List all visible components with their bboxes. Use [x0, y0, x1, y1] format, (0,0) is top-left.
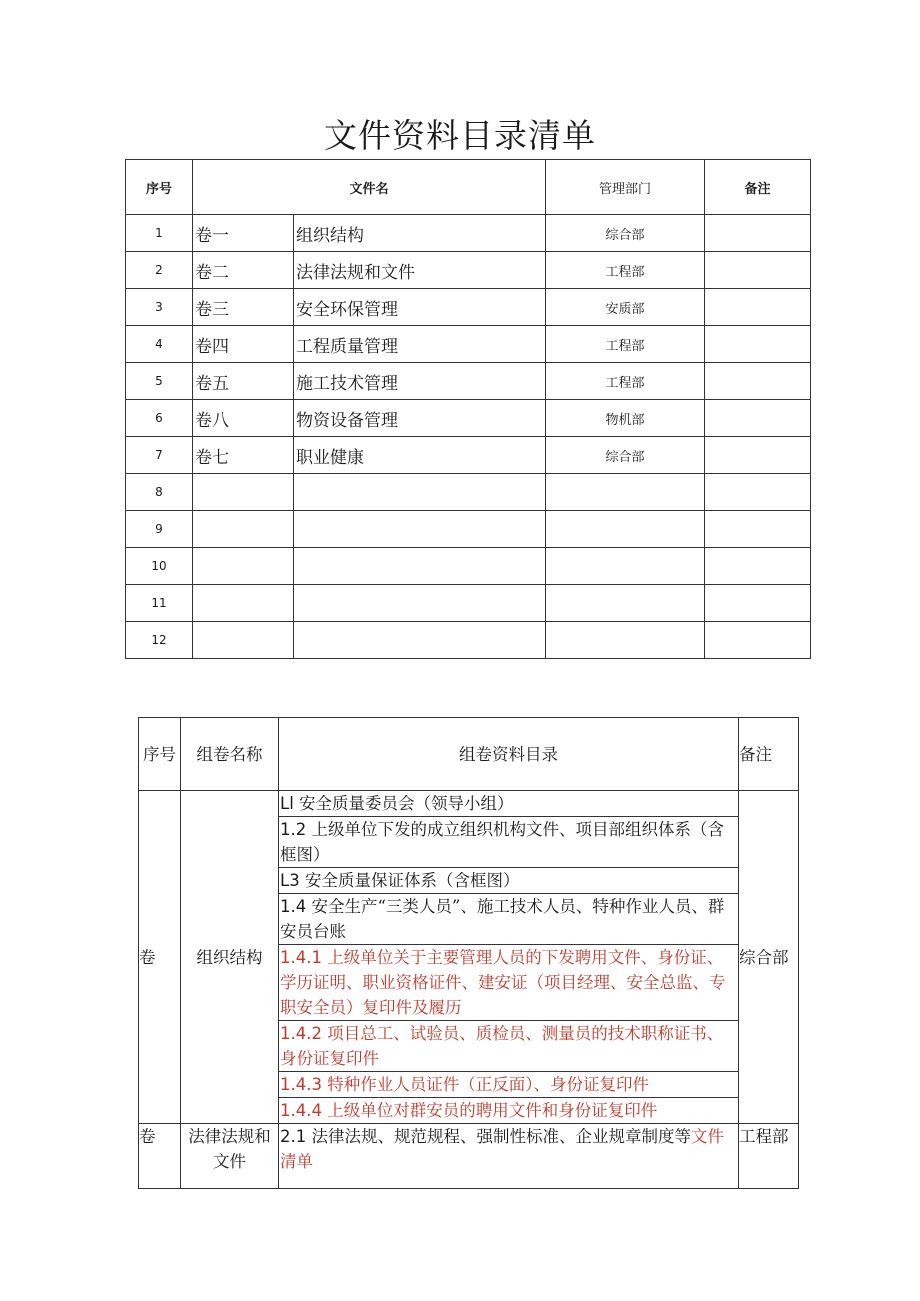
row-volume: 卷四	[193, 326, 294, 363]
row-name: 工程质量管理	[294, 326, 546, 363]
table-row	[126, 585, 811, 622]
table-row	[126, 548, 811, 585]
row-remark	[705, 400, 811, 437]
row-remark	[705, 585, 811, 622]
row-volume	[193, 622, 294, 659]
row-dept: 工程部	[546, 363, 705, 400]
row-volume: 卷三	[193, 289, 294, 326]
row-name	[294, 622, 546, 659]
table-row	[126, 511, 811, 548]
row-volume: 卷二	[193, 252, 294, 289]
row-remark	[705, 474, 811, 511]
row-dept: 综合部	[546, 437, 705, 474]
table-row	[126, 289, 811, 326]
row-volume: 卷八	[193, 400, 294, 437]
row-dept: 安质部	[546, 289, 705, 326]
item-text: 上级单位关于主要管理人员的下发聘用文件、身份证、学历证明、职业资格证件、建安证（项目经理、安全总监、专职安全员）复印件及履历	[280, 948, 726, 1017]
item-text: 安全生产“三类人员”、施工技术人员、特种作业人员、群安员台账	[280, 897, 725, 941]
t2-header-remark: 备注	[739, 718, 799, 791]
t2-group1-no: 卷	[139, 791, 181, 1124]
row-remark	[705, 289, 811, 326]
t2-catalog-item	[279, 791, 739, 817]
row-remark	[705, 437, 811, 474]
row-remark	[705, 622, 811, 659]
row-dept: 工程部	[546, 252, 705, 289]
header-file-name: 文件名	[193, 160, 546, 215]
table-row	[126, 622, 811, 659]
row-dept: 工程部	[546, 326, 705, 363]
row-name	[294, 474, 546, 511]
item-number: 1.4.1	[280, 948, 322, 967]
row-dept	[546, 622, 705, 659]
row-name	[294, 548, 546, 585]
header-dept: 管理部门	[546, 160, 705, 215]
row-no: 11	[126, 585, 193, 622]
row-volume	[193, 548, 294, 585]
row-volume: 卷七	[193, 437, 294, 474]
row-no: 3	[126, 289, 193, 326]
volume-catalog-table	[138, 717, 799, 1189]
item-text: 上级单位对群安员的聘用文件和身份证复印件	[321, 1101, 658, 1120]
row-no: 4	[126, 326, 193, 363]
table-row	[126, 437, 811, 474]
row-name: 职业健康	[294, 437, 546, 474]
item-number: 2.1	[280, 1127, 307, 1146]
table-row	[139, 1124, 799, 1189]
row-dept: 物机部	[546, 400, 705, 437]
row-no: 10	[126, 548, 193, 585]
file-catalog-table	[125, 159, 811, 659]
t2-group2-name: 法律法规和文件	[181, 1124, 279, 1189]
item-number: 1.2	[280, 820, 307, 839]
item-text: 项目总工、试验员、质检员、测量员的技术职称证书、身份证复印件	[280, 1024, 724, 1068]
row-remark	[705, 252, 811, 289]
row-dept	[546, 585, 705, 622]
item-text: 安全质量保证体系（含框图）	[299, 871, 520, 890]
row-dept: 综合部	[546, 215, 705, 252]
row-no: 12	[126, 622, 193, 659]
row-name	[294, 511, 546, 548]
t2-catalog-item	[279, 868, 739, 894]
row-remark	[705, 326, 811, 363]
item-text-red: 文件清单	[280, 1127, 724, 1171]
row-volume: 卷一	[193, 215, 294, 252]
row-no: 9	[126, 511, 193, 548]
table-row	[126, 474, 811, 511]
row-remark	[705, 511, 811, 548]
header-no: 序号	[126, 160, 193, 215]
t2-group1-remark: 综合部	[739, 791, 799, 1124]
item-number: 1.4.2	[280, 1024, 322, 1043]
t2-header-catalog: 组卷资料目录	[279, 718, 739, 791]
t2-group1-name: 组织结构	[181, 791, 279, 1124]
row-dept	[546, 474, 705, 511]
row-name: 组织结构	[294, 215, 546, 252]
t2-catalog-item	[279, 1021, 739, 1072]
row-volume	[193, 511, 294, 548]
table-row	[126, 326, 811, 363]
t2-header-vol-name: 组卷名称	[181, 718, 279, 791]
item-text: 特种作业人员证件（正反面）、身份证复印件	[321, 1075, 649, 1094]
row-dept	[546, 548, 705, 585]
t2-group2-remark: 工程部	[739, 1124, 799, 1189]
item-number: Ll	[280, 794, 294, 813]
item-number: 1.4.3	[280, 1075, 322, 1094]
row-no: 2	[126, 252, 193, 289]
table-row	[126, 215, 811, 252]
row-no: 1	[126, 215, 193, 252]
table-row	[126, 400, 811, 437]
row-name: 物资设备管理	[294, 400, 546, 437]
t2-catalog-item	[279, 1072, 739, 1098]
page-title: 文件资料目录清单	[324, 116, 596, 155]
row-remark	[705, 548, 811, 585]
row-no: 7	[126, 437, 193, 474]
t2-header-no: 序号	[139, 718, 181, 791]
item-number: 1.4	[280, 897, 307, 916]
header-remark: 备注	[705, 160, 811, 215]
t2-catalog-item	[279, 817, 739, 868]
t2-group2-no: 卷	[139, 1124, 181, 1189]
table-row	[126, 363, 811, 400]
table-row	[126, 252, 811, 289]
row-name	[294, 585, 546, 622]
row-volume: 卷五	[193, 363, 294, 400]
row-name: 施工技术管理	[294, 363, 546, 400]
row-dept	[546, 511, 705, 548]
row-volume	[193, 474, 294, 511]
item-text: 安全质量委员会（领导小组）	[293, 794, 514, 813]
t2-catalog-item	[279, 894, 739, 945]
row-name: 安全环保管理	[294, 289, 546, 326]
row-no: 5	[126, 363, 193, 400]
item-number: 1.4.4	[280, 1101, 322, 1120]
row-no: 8	[126, 474, 193, 511]
item-number: L3	[280, 871, 300, 890]
item-text: 法律法规、规范规程、强制性标准、企业规章制度等	[306, 1127, 691, 1146]
row-remark	[705, 215, 811, 252]
table-row	[139, 791, 799, 817]
t2-catalog-item	[279, 1098, 739, 1124]
row-volume	[193, 585, 294, 622]
item-text: 上级单位下发的成立组织机构文件、项目部组织体系（含框图）	[280, 820, 724, 864]
t2-group2-item	[279, 1124, 739, 1189]
row-no: 6	[126, 400, 193, 437]
t2-catalog-item	[279, 945, 739, 1021]
row-name: 法律法规和文件	[294, 252, 546, 289]
row-remark	[705, 363, 811, 400]
